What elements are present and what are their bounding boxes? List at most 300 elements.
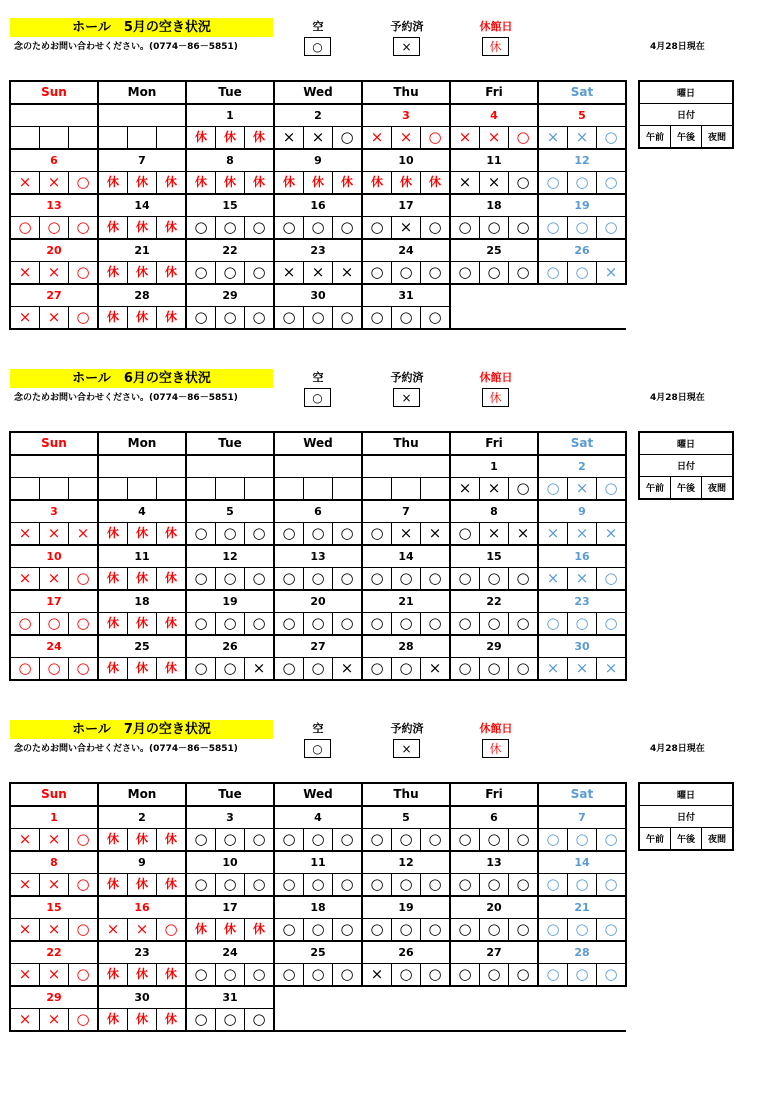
slot-cell: ○ — [186, 523, 216, 546]
slot-cell: ○ — [509, 127, 539, 150]
date-cell: 26 — [538, 239, 626, 262]
slot-cell: × — [10, 919, 40, 942]
slot-cell: × — [10, 262, 40, 285]
slot-cell: ○ — [421, 568, 451, 591]
side-am-label: 午前 — [639, 828, 671, 851]
slot-cell: ○ — [480, 262, 509, 285]
date-cell: 28 — [362, 635, 450, 658]
slot-cell: ○ — [40, 217, 69, 240]
slot-cell: ○ — [597, 919, 627, 942]
slot-cell: ○ — [392, 874, 421, 897]
date-cell: 10 — [10, 545, 98, 568]
legend-empty-symbol: ○ — [304, 739, 331, 758]
date-cell: 29 — [186, 284, 274, 307]
slot-cell: 休 — [245, 127, 275, 150]
date-cell: 16 — [538, 545, 626, 568]
slot-row — [10, 568, 626, 591]
side-legend — [638, 80, 734, 149]
slot-cell — [362, 478, 392, 501]
date-cell: 24 — [362, 239, 450, 262]
slot-cell: ○ — [421, 307, 451, 330]
legend-closed-symbol: 休 — [482, 388, 509, 407]
date-cell: 13 — [450, 851, 538, 874]
slot-cell — [274, 478, 304, 501]
slot-cell: ○ — [509, 172, 539, 195]
weekday-wed: Wed — [274, 783, 362, 806]
side-date-label: 日付 — [639, 806, 733, 828]
weekday-mon: Mon — [98, 81, 186, 104]
slot-cell: ○ — [421, 613, 451, 636]
weekday-fri: Fri — [450, 432, 538, 455]
contact-note: 念のためお問い合わせください。(0774－86－5851) — [14, 744, 238, 754]
slot-cell: × — [274, 127, 304, 150]
slot-cell: ○ — [597, 613, 627, 636]
date-cell: 15 — [10, 896, 98, 919]
date-cell: 17 — [362, 194, 450, 217]
empty-cell — [450, 1009, 480, 1032]
slot-cell: ○ — [450, 658, 480, 681]
side-weekday-label: 曜日 — [639, 783, 733, 806]
slot-cell: ○ — [568, 262, 597, 285]
date-cell: 11 — [450, 149, 538, 172]
date-cell: 8 — [10, 851, 98, 874]
slot-cell: 休 — [98, 658, 128, 681]
slot-cell: × — [69, 523, 99, 546]
empty-cell — [304, 1009, 333, 1032]
slot-cell: 休 — [98, 1009, 128, 1032]
slot-cell: ○ — [186, 829, 216, 852]
slot-cell: 休 — [128, 217, 157, 240]
slot-cell: ○ — [392, 262, 421, 285]
date-cell: 4 — [450, 104, 538, 127]
slot-cell: ○ — [186, 964, 216, 987]
date-cell — [10, 104, 98, 127]
slot-cell: ○ — [538, 613, 568, 636]
calendar-table — [9, 431, 627, 681]
empty-cell — [538, 1009, 568, 1032]
slot-cell: 休 — [128, 964, 157, 987]
empty-cell — [480, 1009, 509, 1032]
slot-cell: ○ — [538, 874, 568, 897]
slot-cell: ○ — [333, 964, 363, 987]
date-cell — [98, 104, 186, 127]
month-section — [0, 18, 784, 368]
slot-cell: ○ — [362, 829, 392, 852]
empty-cell — [538, 307, 568, 330]
slot-cell: × — [10, 523, 40, 546]
slot-cell: ○ — [450, 829, 480, 852]
slot-cell: ○ — [274, 964, 304, 987]
date-cell: 1 — [10, 806, 98, 829]
side-night-label: 夜間 — [702, 126, 734, 149]
slot-cell: 休 — [128, 829, 157, 852]
empty-cell — [509, 307, 539, 330]
date-cell: 21 — [538, 896, 626, 919]
date-row — [10, 635, 626, 658]
date-cell: 6 — [450, 806, 538, 829]
date-cell: 6 — [10, 149, 98, 172]
slot-row — [10, 217, 626, 240]
slot-cell: ○ — [157, 919, 187, 942]
slot-cell: ○ — [333, 919, 363, 942]
slot-row — [10, 613, 626, 636]
slot-cell: ○ — [69, 568, 99, 591]
slot-cell: × — [10, 829, 40, 852]
slot-cell: ○ — [304, 919, 333, 942]
slot-cell: ○ — [216, 523, 245, 546]
slot-cell — [157, 127, 187, 150]
date-cell: 14 — [538, 851, 626, 874]
weekday-mon: Mon — [98, 432, 186, 455]
weekday-thu: Thu — [362, 81, 450, 104]
slot-cell: ○ — [480, 658, 509, 681]
slot-row — [10, 307, 626, 330]
slot-cell: 休 — [98, 964, 128, 987]
slot-cell — [98, 127, 128, 150]
slot-cell: 休 — [98, 829, 128, 852]
slot-cell: × — [128, 919, 157, 942]
date-cell: 11 — [98, 545, 186, 568]
legend-closed-symbol: 休 — [482, 37, 509, 56]
slot-cell: ○ — [216, 1009, 245, 1032]
slot-cell: 休 — [98, 262, 128, 285]
date-cell: 9 — [274, 149, 362, 172]
slot-cell: × — [421, 658, 451, 681]
date-cell: 29 — [10, 986, 98, 1009]
slot-cell: ○ — [69, 964, 99, 987]
slot-cell: × — [392, 217, 421, 240]
slot-row — [10, 919, 626, 942]
slot-cell: ○ — [421, 217, 451, 240]
slot-cell: ○ — [362, 262, 392, 285]
weekday-header-row — [10, 432, 626, 455]
slot-cell: ○ — [509, 568, 539, 591]
empty-cell — [509, 1009, 539, 1032]
date-cell: 10 — [362, 149, 450, 172]
slot-cell: ○ — [304, 874, 333, 897]
slot-cell: ○ — [274, 568, 304, 591]
slot-row — [10, 964, 626, 987]
slot-cell: × — [421, 523, 451, 546]
legend-reserved-symbol: × — [393, 388, 420, 407]
legend-empty-label: 空 — [312, 371, 324, 384]
date-row — [10, 284, 626, 307]
slot-cell: × — [568, 127, 597, 150]
legend-closed-symbol: 休 — [482, 739, 509, 758]
slot-cell: ○ — [274, 307, 304, 330]
date-cell: 16 — [98, 896, 186, 919]
slot-cell: ○ — [40, 658, 69, 681]
month-title: ホール 7月の空き状況 — [10, 720, 273, 739]
slot-cell: × — [40, 964, 69, 987]
weekday-thu: Thu — [362, 783, 450, 806]
slot-cell: ○ — [216, 829, 245, 852]
slot-cell: 休 — [157, 568, 187, 591]
date-cell: 3 — [186, 806, 274, 829]
date-row — [10, 851, 626, 874]
date-cell: 16 — [274, 194, 362, 217]
slot-cell: 休 — [157, 523, 187, 546]
slot-cell: ○ — [362, 568, 392, 591]
date-cell: 15 — [450, 545, 538, 568]
as-of-date: 4月28日現在 — [650, 393, 705, 403]
date-cell: 15 — [186, 194, 274, 217]
slot-cell: ○ — [216, 964, 245, 987]
date-cell: 8 — [186, 149, 274, 172]
slot-cell: ○ — [304, 523, 333, 546]
slot-cell: 休 — [392, 172, 421, 195]
slot-cell: × — [538, 568, 568, 591]
slot-cell: × — [480, 172, 509, 195]
slot-cell: ○ — [392, 964, 421, 987]
date-row — [10, 986, 626, 1009]
weekday-wed: Wed — [274, 81, 362, 104]
slot-cell: 休 — [362, 172, 392, 195]
slot-cell: × — [40, 307, 69, 330]
month-section — [0, 720, 784, 1070]
slot-cell: ○ — [538, 262, 568, 285]
slot-cell: × — [362, 964, 392, 987]
slot-cell: 休 — [128, 262, 157, 285]
side-pm-label: 午後 — [671, 126, 702, 149]
date-cell: 27 — [450, 941, 538, 964]
slot-cell: ○ — [480, 919, 509, 942]
slot-cell: ○ — [274, 658, 304, 681]
slot-cell — [10, 127, 40, 150]
slot-cell: × — [98, 919, 128, 942]
slot-cell: 休 — [304, 172, 333, 195]
date-cell: 12 — [186, 545, 274, 568]
slot-cell — [304, 478, 333, 501]
slot-cell: ○ — [480, 964, 509, 987]
slot-row — [10, 829, 626, 852]
legend-reserved-symbol: × — [393, 37, 420, 56]
slot-cell: ○ — [69, 658, 99, 681]
slot-cell: × — [450, 478, 480, 501]
slot-cell: ○ — [245, 568, 275, 591]
date-cell: 20 — [274, 590, 362, 613]
weekday-header-row — [10, 81, 626, 104]
slot-cell: × — [392, 523, 421, 546]
date-cell: 27 — [274, 635, 362, 658]
empty-cell — [597, 307, 627, 330]
slot-cell: ○ — [480, 568, 509, 591]
slot-cell — [10, 478, 40, 501]
slot-cell: × — [392, 127, 421, 150]
side-pm-label: 午後 — [671, 477, 702, 500]
date-cell: 30 — [274, 284, 362, 307]
slot-cell: ○ — [538, 172, 568, 195]
slot-cell: ○ — [245, 874, 275, 897]
slot-cell: 休 — [157, 829, 187, 852]
date-cell: 2 — [274, 104, 362, 127]
slot-cell: 休 — [98, 523, 128, 546]
slot-cell: ○ — [69, 172, 99, 195]
slot-row — [10, 658, 626, 681]
slot-cell — [40, 127, 69, 150]
slot-cell: 休 — [128, 523, 157, 546]
slot-cell: ○ — [186, 874, 216, 897]
slot-cell: ○ — [421, 262, 451, 285]
date-cell: 12 — [538, 149, 626, 172]
weekday-wed: Wed — [274, 432, 362, 455]
date-cell: 14 — [98, 194, 186, 217]
slot-cell: 休 — [216, 172, 245, 195]
date-cell: 23 — [538, 590, 626, 613]
empty-cell — [568, 307, 597, 330]
date-cell: 25 — [274, 941, 362, 964]
slot-cell: ○ — [333, 217, 363, 240]
weekday-header-row — [10, 783, 626, 806]
slot-cell: ○ — [216, 874, 245, 897]
date-row — [10, 239, 626, 262]
slot-cell: 休 — [98, 568, 128, 591]
date-cell: 24 — [186, 941, 274, 964]
date-row — [10, 896, 626, 919]
slot-cell: 休 — [157, 613, 187, 636]
side-date-label: 日付 — [639, 104, 733, 126]
date-cell: 26 — [362, 941, 450, 964]
calendar-table — [9, 782, 627, 1032]
date-cell: 5 — [362, 806, 450, 829]
weekday-sat: Sat — [538, 81, 626, 104]
slot-cell: × — [10, 172, 40, 195]
slot-cell: ○ — [421, 919, 451, 942]
slot-cell: ○ — [245, 829, 275, 852]
slot-cell: × — [40, 919, 69, 942]
slot-cell: × — [333, 658, 363, 681]
slot-cell — [157, 478, 187, 501]
date-row — [10, 104, 626, 127]
side-pm-label: 午後 — [671, 828, 702, 851]
slot-cell: × — [362, 127, 392, 150]
slot-cell: ○ — [568, 874, 597, 897]
date-cell: 29 — [450, 635, 538, 658]
side-weekday-label: 曜日 — [639, 81, 733, 104]
slot-cell: × — [245, 658, 275, 681]
slot-cell: ○ — [333, 568, 363, 591]
date-cell: 20 — [10, 239, 98, 262]
legend-reserved-symbol: × — [393, 739, 420, 758]
slot-cell: × — [568, 478, 597, 501]
slot-cell: ○ — [274, 874, 304, 897]
slot-cell: ○ — [216, 262, 245, 285]
slot-cell: ○ — [186, 1009, 216, 1032]
slot-cell: × — [10, 1009, 40, 1032]
slot-cell: × — [40, 829, 69, 852]
date-cell: 7 — [362, 500, 450, 523]
date-cell: 4 — [98, 500, 186, 523]
slot-cell: 休 — [245, 172, 275, 195]
slot-cell: ○ — [333, 874, 363, 897]
legend-empty-symbol: ○ — [304, 388, 331, 407]
slot-cell: × — [450, 172, 480, 195]
slot-cell: ○ — [186, 262, 216, 285]
slot-cell: ○ — [186, 658, 216, 681]
slot-cell: ○ — [274, 919, 304, 942]
date-cell — [362, 455, 450, 478]
date-cell — [10, 455, 98, 478]
slot-cell: ○ — [333, 829, 363, 852]
slot-cell: 休 — [186, 127, 216, 150]
slot-cell: ○ — [568, 172, 597, 195]
slot-cell: 休 — [128, 613, 157, 636]
date-cell: 6 — [274, 500, 362, 523]
slot-cell: × — [538, 523, 568, 546]
slot-cell: ○ — [509, 478, 539, 501]
date-row — [10, 149, 626, 172]
side-legend — [638, 782, 734, 851]
slot-cell: ○ — [245, 262, 275, 285]
slot-cell: ○ — [40, 613, 69, 636]
slot-cell: ○ — [597, 568, 627, 591]
date-cell: 8 — [450, 500, 538, 523]
side-night-label: 夜間 — [702, 828, 734, 851]
weekday-tue: Tue — [186, 432, 274, 455]
slot-cell: ○ — [304, 613, 333, 636]
slot-cell — [186, 478, 216, 501]
slot-cell: × — [509, 523, 539, 546]
slot-cell: ○ — [450, 523, 480, 546]
side-am-label: 午前 — [639, 126, 671, 149]
legend-closed-label: 休館日 — [479, 20, 513, 33]
slot-cell: × — [10, 568, 40, 591]
slot-cell: 休 — [245, 919, 275, 942]
empty-cell — [333, 1009, 363, 1032]
date-cell: 12 — [362, 851, 450, 874]
date-cell: 23 — [274, 239, 362, 262]
slot-cell: ○ — [421, 874, 451, 897]
slot-cell: ○ — [421, 127, 451, 150]
calendar-table — [9, 80, 627, 330]
empty-cell — [568, 1009, 597, 1032]
slot-row — [10, 523, 626, 546]
slot-cell: ○ — [362, 613, 392, 636]
slot-cell: ○ — [421, 829, 451, 852]
slot-cell: ○ — [10, 217, 40, 240]
empty-cell — [450, 307, 480, 330]
empty-cell — [362, 986, 450, 1009]
slot-cell: × — [40, 874, 69, 897]
date-row — [10, 590, 626, 613]
slot-cell: × — [538, 658, 568, 681]
slot-cell: ○ — [509, 613, 539, 636]
slot-cell: ○ — [362, 919, 392, 942]
date-row — [10, 545, 626, 568]
date-cell: 31 — [362, 284, 450, 307]
date-cell — [274, 455, 362, 478]
slot-cell: 休 — [274, 172, 304, 195]
date-cell: 13 — [10, 194, 98, 217]
weekday-sat: Sat — [538, 783, 626, 806]
slot-cell: ○ — [69, 874, 99, 897]
date-cell: 21 — [362, 590, 450, 613]
slot-cell: 休 — [186, 919, 216, 942]
slot-cell: × — [40, 262, 69, 285]
slot-cell: ○ — [509, 964, 539, 987]
slot-cell: ○ — [392, 658, 421, 681]
slot-cell: ○ — [333, 127, 363, 150]
slot-cell — [216, 478, 245, 501]
slot-cell: 休 — [157, 172, 187, 195]
slot-cell: ○ — [216, 307, 245, 330]
date-cell: 21 — [98, 239, 186, 262]
date-cell: 7 — [98, 149, 186, 172]
slot-cell: 休 — [216, 919, 245, 942]
date-cell: 9 — [538, 500, 626, 523]
slot-cell: × — [304, 262, 333, 285]
slot-cell: × — [450, 127, 480, 150]
